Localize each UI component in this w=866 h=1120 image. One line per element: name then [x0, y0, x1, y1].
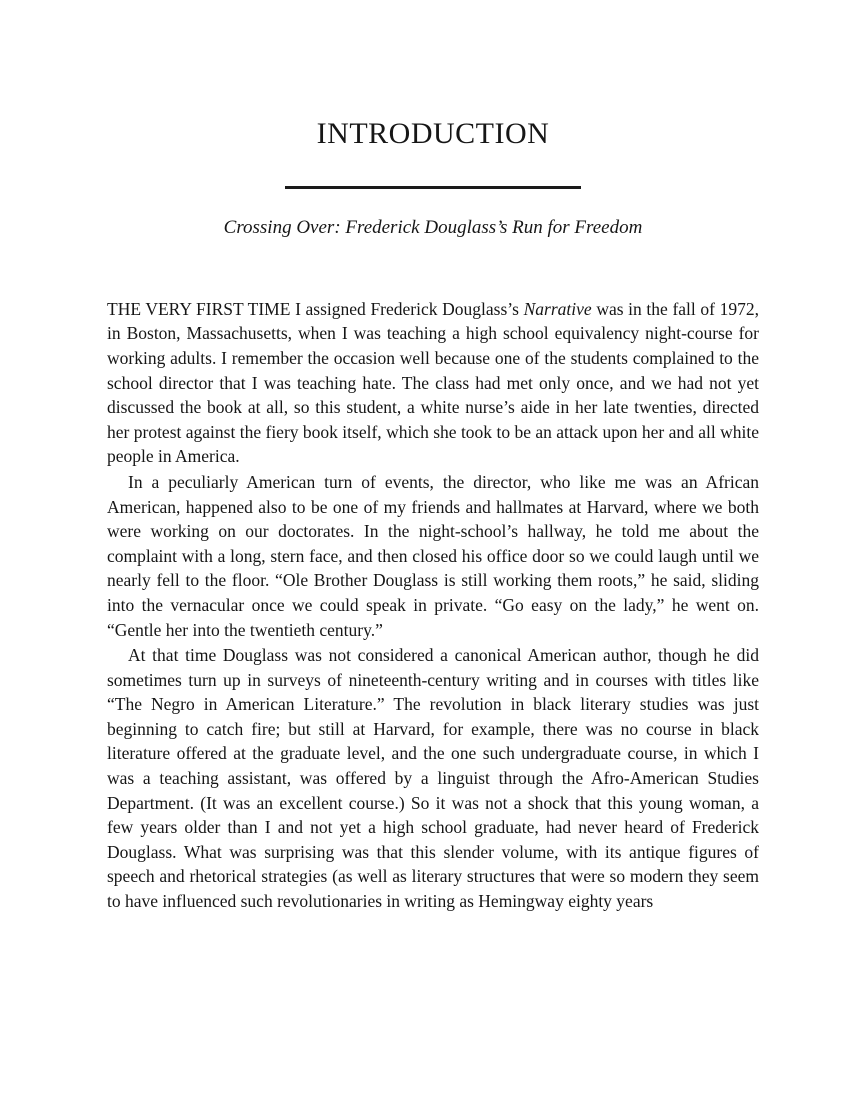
chapter-subtitle: Crossing Over: Frederick Douglass’s Run for Freedom [223, 217, 643, 238]
book-title-narrative: Narrative [523, 298, 592, 319]
text-run: In a peculiarly American turn of events, the director, who like me was an African American, happened also to be one of my friends and hallmates at Harvard, where we both were working on our doctorates. In the night-school’s hallway, he told me about the complaint with a long, stern face, and then closed his office door so we could laugh until we nearly fell to the floor. “Ole Brother Douglass is still working them roots,” he said, sliding into the vernacular once we could speak in private. “Go easy on the lady,” he went on. “Gentle her into the twentieth century.” [107, 471, 759, 640]
paragraph-1 [107, 297, 759, 469]
text-run: was in the fall of 1972, in Boston, Massachusetts, when I was teaching a high school equivalency night-course for working adults. I remember the occasion well because one of the students complained to the school director that I was teaching hate. The class had met only once, and we had not yet discussed the book at all, so this student, a white nurse’s aide in her late twenties, directed her protest against the fiery book itself, which she took to be an attack upon her and all white people in America. [107, 298, 759, 467]
paragraph-2 [107, 470, 759, 642]
paragraph-3 [107, 643, 759, 914]
text-run: THE VERY FIRST TIME I assigned Frederick Douglass’s [107, 298, 524, 319]
chapter-title: INTRODUCTION [316, 117, 550, 150]
text-run: At that time Douglass was not considered a canonical American author, though he did sometimes turn up in surveys of nineteenth-century writing and in courses with titles like “The Negro in American Literature.” The revolution in black literary studies was just beginning to catch fire; but still at Harvard, for example, there was no course in black literature offered at the graduate level, and the one such undergraduate course, in which I was a teaching assistant, was offered by a linguist through the Afro-American Studies Department. (It was an excellent course.) So it was not a shock that this young woman, a few years older than I and not yet a high school graduate, had never heard of Frederick Douglass. What was surprising was that this slender volume, with its antique figures of speech and rhetorical strategies (as well as literary structures that were so modern they seem to have influenced such revolutionaries in writing as Hemingway eighty years [107, 645, 759, 912]
body-text [107, 297, 759, 914]
title-rule [285, 186, 581, 189]
